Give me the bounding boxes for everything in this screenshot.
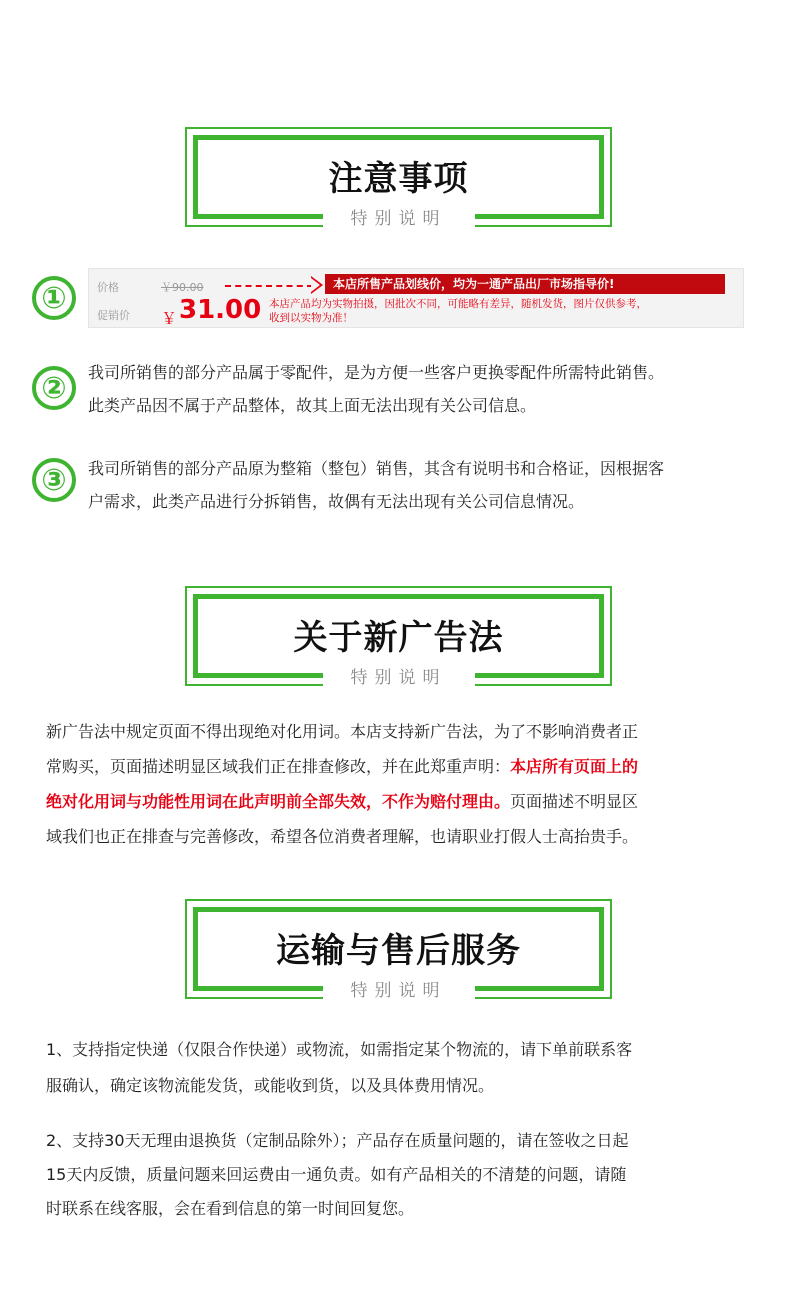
- dashed-arrow-line: [225, 285, 313, 287]
- text-line: 服确认，确定该物流能发货，或能收到货，以及具体费用情况。: [46, 1076, 495, 1095]
- text-line: 我司所销售的部分产品属于零配件，是为方便一些客户更换零配件所需特此销售。: [88, 363, 665, 382]
- text-line: 户需求，此类产品进行分拆销售，故偶有无法出现有关公司信息情况。: [88, 492, 585, 511]
- text-line: 2、支持30天无理由退换货（定制品除外）；产品存在质量问题的，请在签收之日起: [46, 1131, 629, 1150]
- text-line: 新广告法中规定页面不得出现绝对化用词。本店支持新广告法，为了不影响消费者正: [46, 722, 639, 741]
- circled-number-2: ②: [32, 366, 76, 410]
- text-span: 常购买，页面描述明显区域我们正在排查修改，并在此郑重声明：: [46, 757, 511, 776]
- price-banner: 本店所售产品划线价，均为一通产品出厂市场指导价!: [325, 274, 725, 294]
- text-line: [46, 784, 638, 819]
- shipping-header: [185, 899, 612, 999]
- price-note-line: 收到以实物为准！: [269, 312, 353, 324]
- ad-law-text: [46, 714, 638, 854]
- text-span: 页面描述不明显区: [510, 792, 639, 811]
- highlight-text: 绝对化用词与功能性用词在此声明前全部失效，不作为赔付理由。: [46, 792, 511, 811]
- price-label: 价格: [97, 281, 119, 294]
- circled-number-1: ①: [32, 276, 76, 320]
- text-line: 我司所销售的部分产品原为整箱（整包）销售，其含有说明书和合格证，因根据客: [88, 459, 665, 478]
- currency-symbol: ￥: [161, 309, 178, 328]
- text-line: 此类产品因不属于产品整体，故其上面无法出现有关公司信息。: [88, 396, 537, 415]
- item-2-text: [88, 356, 664, 422]
- text-line: 15天内反馈，质量问题来回运费由一通负责。如有产品相关的不清楚的问题，请随: [46, 1165, 627, 1184]
- item-3-text: [88, 452, 664, 518]
- section-subtitle: 特别说明: [323, 204, 475, 229]
- section-title: 注意事项: [328, 159, 469, 199]
- shipping-para-1: [46, 1032, 632, 1104]
- highlight-text: 本店所有页面上的: [510, 757, 639, 776]
- arrow-head-inner: [311, 278, 320, 292]
- text-line: [46, 749, 638, 784]
- section-subtitle: 特别说明: [323, 976, 475, 1001]
- shipping-para-2: [46, 1124, 629, 1226]
- section-subtitle: 特别说明: [323, 663, 475, 688]
- original-price: ￥90.00: [161, 281, 204, 294]
- promo-label: 促销价: [97, 309, 130, 322]
- text-line: 时联系在线客服，会在看到信息的第一时间回复您。: [46, 1199, 415, 1218]
- notice-header: [185, 127, 612, 227]
- text-line: 域我们也正在排查与完善修改，希望各位消费者理解，也请职业打假人士高抬贵手。: [46, 827, 639, 846]
- price-note-line: 本店产品均为实物拍摄，因批次不同，可能略有差异，随机发货，图片仅供参考，: [269, 298, 647, 310]
- circled-number-3: ③: [32, 458, 76, 502]
- section-title: 关于新广告法: [293, 618, 504, 658]
- ad-law-header: [185, 586, 612, 686]
- section-title: 运输与售后服务: [276, 931, 521, 971]
- price-note: [269, 297, 734, 325]
- price-strip: [88, 268, 744, 328]
- promo-price: 31.00: [179, 295, 262, 325]
- text-line: 1、支持指定快递（仅限合作快递）或物流，如需指定某个物流的，请下单前联系客: [46, 1040, 633, 1059]
